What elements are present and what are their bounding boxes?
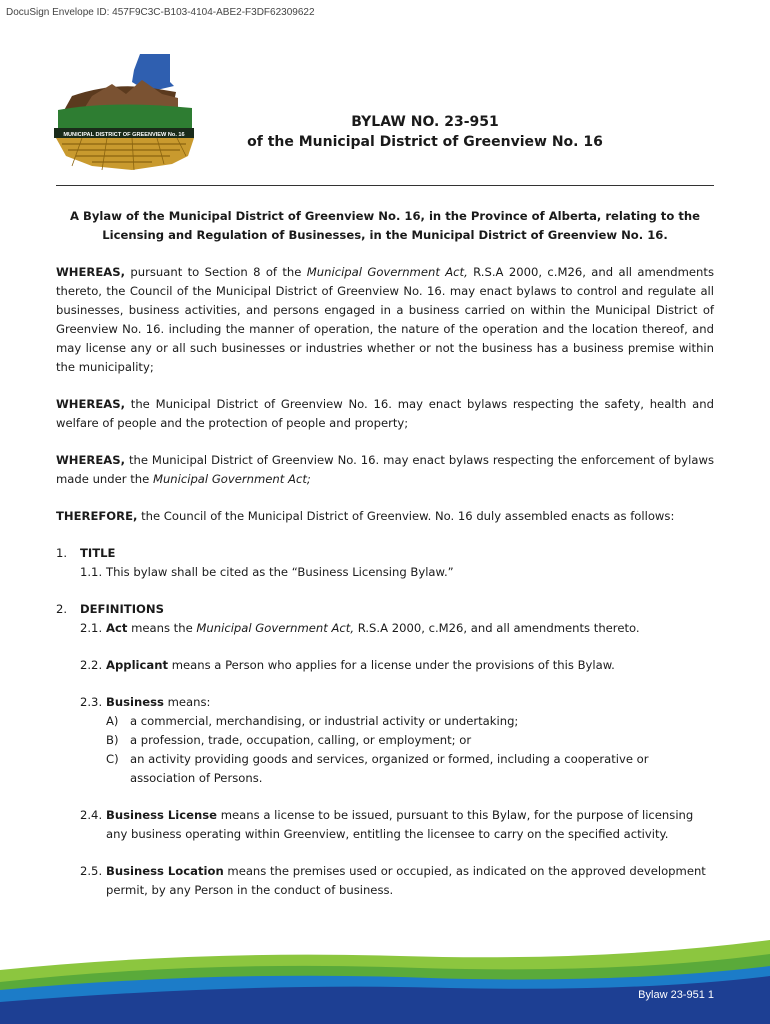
logo-banner-text: MUNICIPAL DISTRICT OF GREENVIEW No. 16 (63, 132, 185, 138)
business-item-c (106, 750, 714, 788)
bylaw-body (56, 207, 714, 918)
page-footer: Bylaw 23-951 1 (638, 989, 714, 1001)
definition-term: Business Location (106, 864, 224, 878)
definition-text: means: (163, 695, 211, 709)
definition-text: means a Person who applies for a license under the provisions of this Bylaw. (168, 658, 615, 672)
whereas-text: R.S.A 2000, c.M26, and all amendments thereto, the Council of the Municipal District of Greenview No. 16. may enact bylaws to control and regulate all businesses, business activities, and persons engaged in a business carried on within the Municipal District of Greenview No. 16. including the manner of operation, the nature of the operation and the location thereof, and may license any or all such businesses or industries whether or not the business has a business premise within the municipality; (56, 265, 714, 374)
bylaw-subtitle: A Bylaw of the Municipal District of Greenview No. 16, in the Province of Alberta, relating to the Licensing and Regulation of Businesses, in the Municipal District of Greenview No. 16. (70, 209, 701, 242)
item-number: 1.1. (80, 565, 103, 579)
definition-number: 2.5. (80, 864, 103, 878)
section-title (56, 544, 714, 582)
greenview-logo (52, 52, 197, 170)
bylaw-number: BYLAW NO. 23-951 (351, 114, 499, 130)
item-text: an activity providing goods and services, organized or formed, including a cooperative or association of Persons. (130, 752, 649, 785)
therefore-paragraph (56, 507, 714, 526)
bylaw-title (210, 112, 640, 152)
whereas-lead: WHEREAS, (56, 265, 125, 279)
docusign-envelope-id: DocuSign Envelope ID: 457F9C3C-B103-4104-ABE2-F3DF62309622 (6, 7, 315, 18)
act-reference: Municipal Government Act; (152, 472, 311, 486)
whereas-paragraph-1 (56, 263, 714, 377)
whereas-lead: WHEREAS, (56, 453, 125, 467)
definition-term: Business (106, 695, 164, 709)
whereas-text: the Municipal District of Greenview No. 16. may enact bylaws respecting the safety, health and welfare of people and the protection of people and property; (56, 397, 714, 430)
definition-term: Applicant (106, 658, 169, 672)
definition-business (80, 693, 714, 788)
section-number: 1. (56, 546, 68, 560)
item-label: C) (106, 752, 119, 766)
section-heading: TITLE (80, 546, 116, 560)
section-heading: DEFINITIONS (80, 602, 164, 616)
act-reference: Municipal Government Act, (196, 621, 355, 635)
business-item-b (106, 731, 714, 750)
therefore-lead: THEREFORE, (56, 509, 138, 523)
definition-business-license (80, 806, 714, 844)
definition-applicant (80, 656, 714, 675)
definition-number: 2.3. (80, 695, 103, 709)
item-label: A) (106, 714, 119, 728)
bylaw-municipality: of the Municipal District of Greenview No. 16 (247, 134, 603, 150)
whereas-lead: WHEREAS, (56, 397, 125, 411)
whereas-text: the Municipal District of Greenview No. 16. may enact bylaws respecting the enforcement of bylaws made under the (56, 453, 714, 486)
whereas-paragraph-2 (56, 395, 714, 433)
item-text: a commercial, merchandising, or industrial activity or undertaking; (130, 714, 519, 728)
definition-text: means a license to be issued, pursuant to this Bylaw, for the purpose of licensing any business operating within Greenview, entitling the licensee to carry on the specified activity. (106, 808, 694, 841)
item-text: This bylaw shall be cited as the “Business Licensing Bylaw.” (106, 565, 454, 579)
whereas-text: pursuant to Section 8 of the (125, 265, 307, 279)
definition-text: R.S.A 2000, c.M26, and all amendments thereto. (354, 621, 640, 635)
whereas-paragraph-3 (56, 451, 714, 489)
item-label: B) (106, 733, 119, 747)
definition-number: 2.2. (80, 658, 103, 672)
item-text: a profession, trade, occupation, calling, or employment; or (130, 733, 472, 747)
section-number: 2. (56, 602, 68, 616)
definition-term: Act (106, 621, 128, 635)
therefore-text: the Council of the Municipal District of Greenview. No. 16 duly assembled enacts as follows: (137, 509, 675, 523)
definition-text: means the (127, 621, 197, 635)
definition-act (80, 619, 714, 638)
business-item-a (106, 712, 714, 731)
definition-number: 2.1. (80, 621, 103, 635)
definition-term: Business License (106, 808, 218, 822)
footer-wave (0, 930, 770, 1024)
section-definitions (56, 600, 714, 900)
act-reference: Municipal Government Act, (306, 265, 468, 279)
definition-text: means the premises used or occupied, as indicated on the approved development permit, by any Person in the conduct of business. (106, 864, 706, 897)
definition-business-location (80, 862, 714, 900)
header-divider (56, 185, 714, 186)
definition-number: 2.4. (80, 808, 103, 822)
